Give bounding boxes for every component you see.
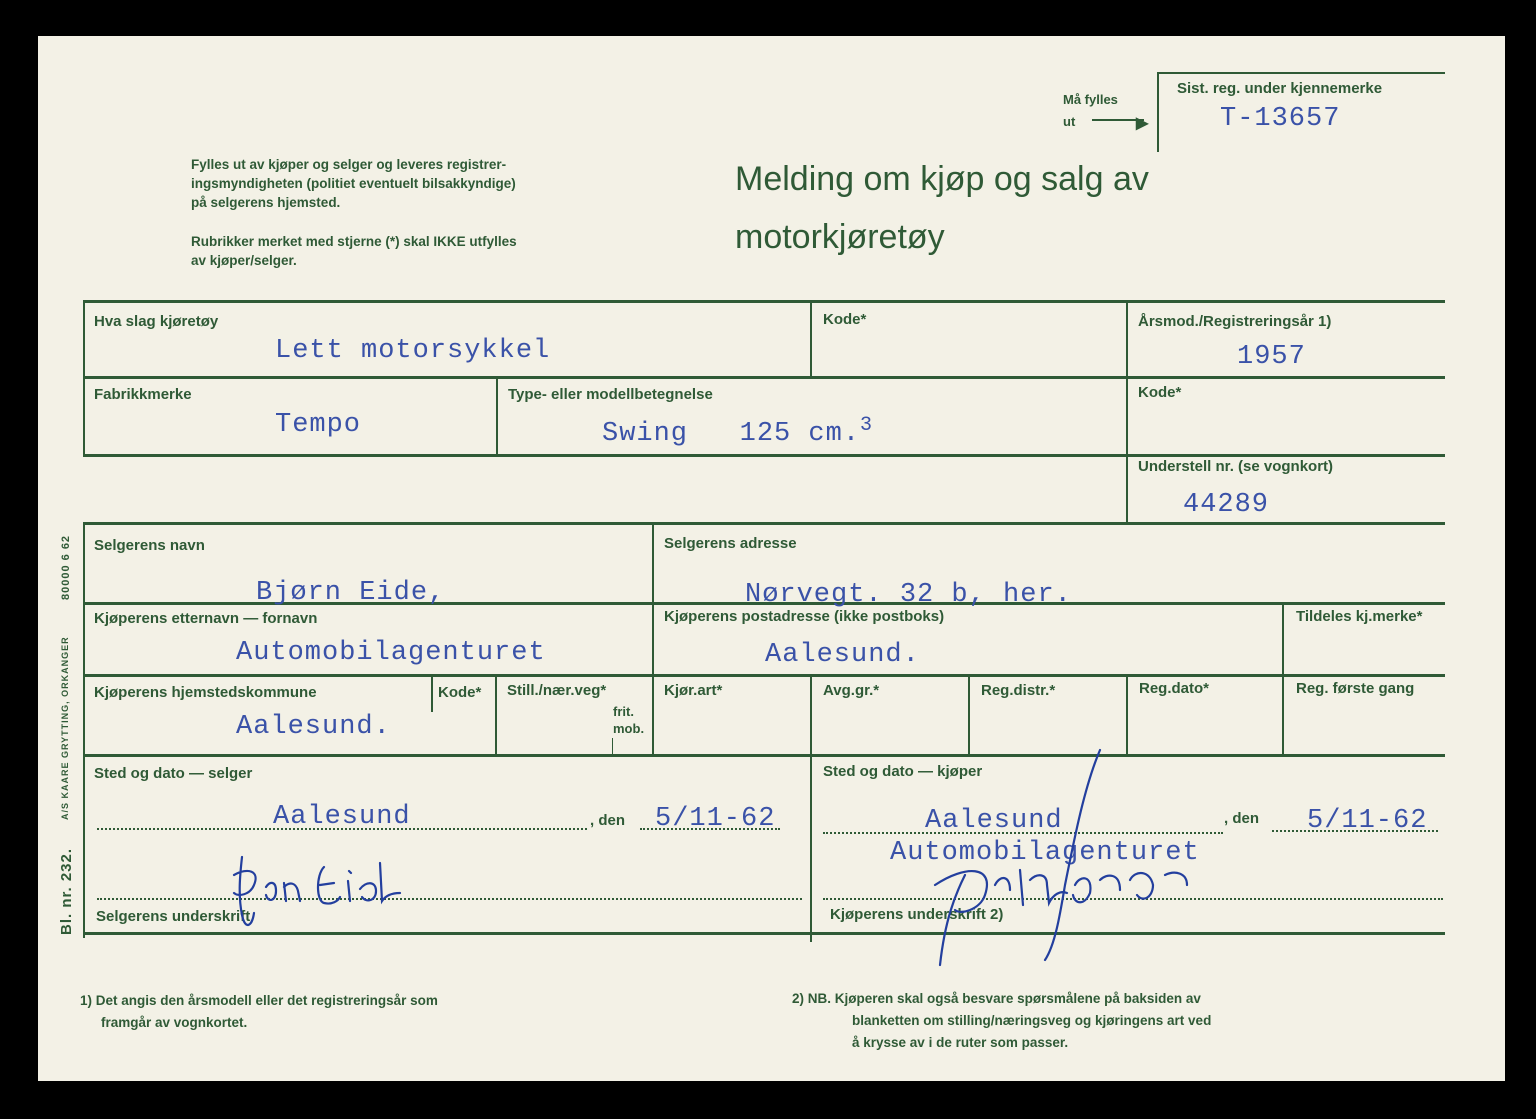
chassis-label: Understell nr. (se vognkort) — [1138, 458, 1334, 475]
kommune-value: Aalesund. — [236, 712, 391, 742]
form-title-line-2: motorkjøretøy — [735, 218, 945, 256]
rule-regdistr-cell — [968, 676, 970, 756]
buyer-name-value: Automobilagenturet — [236, 638, 546, 668]
rule-address-left — [652, 524, 654, 756]
side-printer: A/S KAARE GRYTTING, ORKANGER — [60, 636, 70, 820]
model-label: Type- eller modellbetegnelse — [508, 386, 713, 403]
rule-avggr-cell — [810, 676, 812, 942]
buyer-kode-label: Kode* — [438, 684, 482, 701]
mob-label: mob. — [613, 721, 645, 736]
buyer-company-value: Automobilagenturet — [890, 838, 1200, 868]
vehicle-type-value: Lett motorsykkel — [275, 336, 551, 366]
buyer-date-dotline — [1272, 830, 1438, 832]
side-print-number: 80000 6 62 — [60, 534, 72, 600]
year-label: Årsmod./Registreringsår 1) — [1138, 313, 1332, 330]
regdistr-label: Reg.distr.* — [981, 682, 1056, 699]
seller-name-label: Selgerens navn — [94, 537, 205, 554]
avggr-label: Avg.gr.* — [823, 682, 880, 699]
buyer-signature-image — [925, 745, 1205, 970]
kjorart-label: Kjør.art* — [664, 682, 723, 699]
rule-parties-left — [83, 522, 85, 938]
footnote-2-line-2: blanketten om stilling/næringsveg og kjøringens art ved — [852, 1013, 1212, 1028]
model-value: Swing 125 cm.$^3$ — [602, 414, 874, 449]
arrow-right-icon: ▶ — [1136, 115, 1149, 132]
model-superscript: 3 — [860, 414, 874, 437]
seller-address-label: Selgerens adresse — [664, 535, 797, 552]
kommune-label: Kjøperens hjemstedskommune — [94, 684, 317, 701]
seller-name-value: Bjørn Eide, — [256, 578, 446, 608]
frit-label: frit. — [613, 704, 634, 719]
vehicle-kode-label: Kode* — [823, 311, 867, 328]
sist-reg-label: Sist. reg. under kjennemerke — [1177, 80, 1383, 97]
buyer-den-label: , den — [1224, 810, 1260, 827]
side-blank-number: Bl. nr. 232. — [58, 847, 75, 935]
vehicle-kode2-label: Kode* — [1138, 384, 1182, 401]
seller-place-dotline — [97, 828, 587, 830]
footnote-1-line-1: 1) Det angis den årsmodell eller det registreringsår som — [80, 993, 438, 1008]
intro-line-3: på selgerens hjemsted. — [191, 195, 341, 210]
rule-vehicle-top — [83, 300, 1445, 303]
make-value: Tempo — [275, 410, 362, 440]
sist-reg-box-left — [1157, 72, 1159, 152]
intro-line-4: Rubrikker merket med stjerne (*) skal IKKE utfylles — [191, 234, 517, 249]
buyer-place-value: Aalesund — [925, 806, 1063, 836]
buyer-sign-label: Kjøperens underskrift 2) — [830, 906, 1004, 923]
seller-address-value: Nørvegt. 32 b, her. — [745, 580, 1072, 610]
rule-vehicle-mid — [83, 376, 1445, 379]
make-label: Fabrikkmerke — [94, 386, 192, 403]
rule-vehicle-bottom — [83, 454, 1445, 457]
rule-tildeles-left — [1282, 604, 1284, 756]
must-fill-label: Må fylles — [1063, 92, 1118, 107]
rule-kode-cell — [431, 676, 433, 712]
footnote-2-line-1: 2) NB. Kjøperen skal også besvare spørsmålene på baksiden av — [792, 991, 1201, 1006]
form-title-line-1: Melding om kjøp og salg av — [735, 160, 1149, 198]
rule-kode-left — [810, 302, 812, 376]
seller-signature-image — [220, 845, 420, 935]
intro-line-2: ingsmyndigheten (politiet eventuelt bilsakkyndige) — [191, 176, 516, 191]
regforste-label: Reg. første gang — [1296, 680, 1415, 697]
rule-right-col — [1126, 302, 1128, 522]
rule-still-cell — [495, 676, 497, 756]
seller-den-label: , den — [590, 812, 626, 829]
intro-line-5: av kjøper/selger. — [191, 253, 297, 268]
seller-date-value: 5/11-62 — [655, 804, 776, 834]
buyer-date-value: 5/11-62 — [1307, 806, 1428, 836]
footnote-1-line-2: framgår av vognkortet. — [101, 1015, 248, 1030]
rule-parties-top — [83, 522, 1445, 525]
seller-place-value: Aalesund — [273, 802, 411, 832]
rule-make-right — [496, 378, 498, 456]
buyer-postaddr-label: Kjøperens postadresse (ikke postboks) — [664, 608, 945, 625]
seller-sign-dotline — [97, 898, 802, 900]
rule-registration-bottom — [83, 754, 1445, 757]
intro-line-1: Fylles ut av kjøper og selger og leveres registrer- — [191, 157, 507, 172]
rule-regdato-cell — [1126, 676, 1128, 756]
regdato-label: Reg.dato* — [1139, 680, 1210, 697]
year-value: 1957 — [1237, 342, 1306, 372]
buyer-name-label: Kjøperens etternavn — fornavn — [94, 610, 318, 627]
still-divider-tick — [612, 738, 613, 754]
seller-sign-label: Selgerens underskrift — [96, 908, 251, 925]
seller-date-dotline — [640, 828, 780, 830]
chassis-value: 44289 — [1183, 490, 1270, 520]
buyer-place-label: Sted og dato — kjøper — [823, 763, 983, 780]
vehicle-type-label: Hva slag kjøretøy — [94, 313, 219, 330]
sist-reg-box-top — [1157, 72, 1445, 74]
footnote-2-line-3: å krysse av i de ruter som passer. — [852, 1035, 1069, 1050]
sist-reg-value: T-13657 — [1220, 104, 1341, 134]
rule-buyer-bottom — [83, 674, 1445, 677]
tildeles-label: Tildeles kj.merke* — [1296, 608, 1423, 625]
must-fill-out-label: ut — [1063, 114, 1076, 129]
still-label: Still./nær.veg* — [507, 682, 607, 699]
buyer-postaddr-value: Aalesund. — [765, 640, 920, 670]
seller-place-label: Sted og dato — selger — [94, 765, 253, 782]
